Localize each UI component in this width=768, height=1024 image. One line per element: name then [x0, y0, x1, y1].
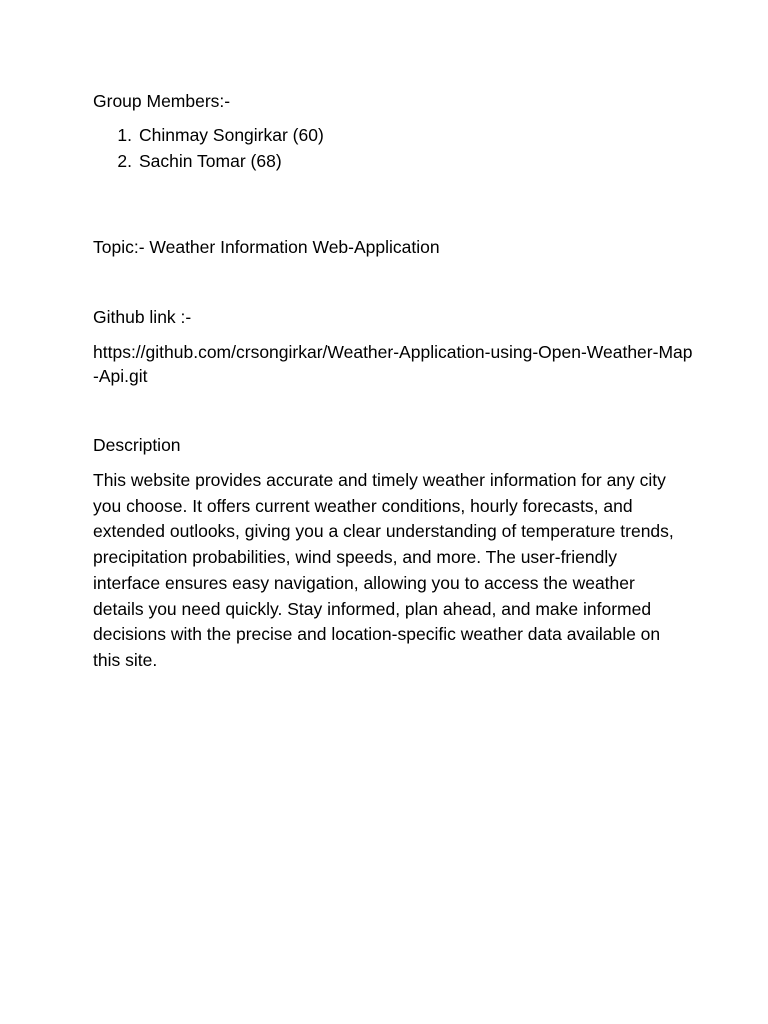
member-name: Sachin Tomar (68) — [139, 151, 282, 171]
github-link-heading: Github link :- — [93, 307, 192, 327]
group-members-list — [93, 122, 693, 174]
topic-line: Topic:- Weather Information Web-Application — [93, 237, 440, 257]
member-name: Chinmay Songirkar (60) — [139, 125, 324, 145]
github-link[interactable]: https://github.com/crsongirkar/Weather-Application-using-Open-Weather-Map-Api.git — [93, 342, 693, 386]
list-item-number: 1. — [117, 125, 132, 145]
description-body: This website provides accurate and timely weather information for any city you choose. It offers current weather conditions, hourly forecasts, and extended outlooks, giving you a clear understanding of temperature trends, precipitation probabilities, wind speeds, and more. The user-friendly interface ensures easy navigation, allowing you to access the weather details you need quickly. Stay informed, plan ahead, and make informed decisions with the precise and location-specific weather data available on this site. — [93, 470, 674, 670]
group-members-heading: Group Members:- — [93, 91, 231, 111]
description-heading: Description — [93, 435, 181, 455]
list-item — [93, 148, 693, 174]
list-item-number: 2. — [117, 151, 132, 171]
document-content — [93, 88, 693, 674]
list-item — [93, 122, 693, 148]
